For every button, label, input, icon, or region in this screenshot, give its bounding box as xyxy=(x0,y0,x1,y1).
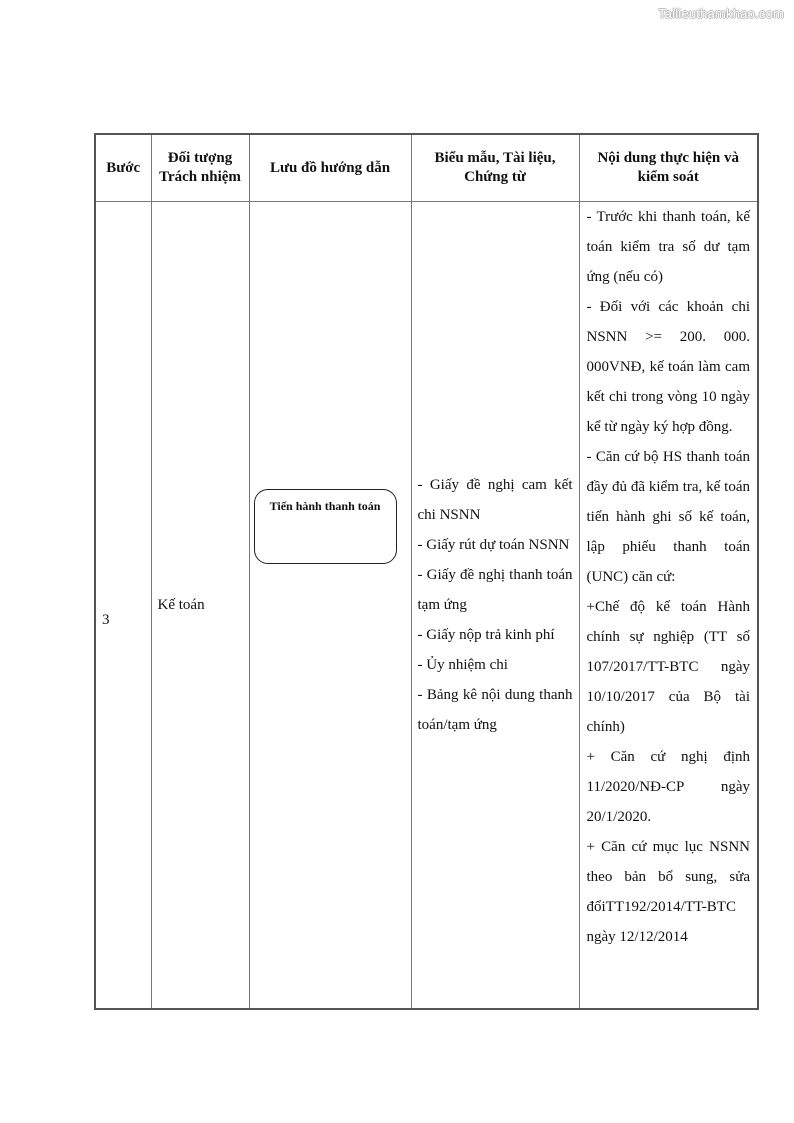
forms-item: - Ủy nhiệm chi xyxy=(417,657,508,673)
forms-item: - Giấy nộp trả kinh phí xyxy=(417,627,555,643)
content-paragraph: + Căn cứ mục lục NSNN theo bản bổ sung, sửa đổiTT192/2014/TT-BTC ngày 12/12/2014 xyxy=(586,839,750,945)
procedure-table xyxy=(94,133,759,1010)
flowchart-box: Tiến hành thanh toán xyxy=(254,489,397,564)
forms-item: - Giấy rút dự toán NSNN xyxy=(417,537,570,553)
content-paragraph: - Đối với các khoản chi NSNN >= 200. 000. 000VNĐ, kế toán làm cam kết chi trong vòng 10 ngày kể từ ngày ký hợp đồng. xyxy=(586,299,750,435)
content-paragraph: - Trước khi thanh toán, kế toán kiểm tra số dư tạm ứng (nếu có) xyxy=(586,209,750,285)
content-paragraph: - Căn cứ bộ HS thanh toán đầy đủ đã kiểm tra, kế toán tiến hành ghi số kế toán, lập phiếu thanh toán (UNC) căn cứ: xyxy=(586,449,750,585)
step-number: 3 xyxy=(102,611,110,628)
flow-cell xyxy=(249,202,411,1010)
header-content: Nội dung thực hiện và kiểm soát xyxy=(579,134,758,202)
table-row xyxy=(95,202,758,1010)
forms-cell xyxy=(411,202,579,1010)
header-step: Bước xyxy=(95,134,151,202)
watermark: Tailieuthamkhao.com xyxy=(658,6,784,21)
step-cell xyxy=(95,202,151,1010)
header-flow: Lưu đồ hướng dẫn xyxy=(249,134,411,202)
owner-cell: Kế toán xyxy=(151,202,249,1010)
forms-item: - Giấy đề nghị cam kết chi NSNN xyxy=(417,477,573,523)
header-forms: Biểu mẫu, Tài liệu, Chứng từ xyxy=(411,134,579,202)
header-owner: Đối tượng Trách nhiệm xyxy=(151,134,249,202)
forms-item: - Bảng kê nội dung thanh toán/tạm ứng xyxy=(417,687,573,733)
header-row xyxy=(95,134,758,202)
forms-item: - Giấy đề nghị thanh toán tạm ứng xyxy=(417,567,573,613)
content-paragraph: + Căn cứ nghị định 11/2020/NĐ-CP ngày 20/1/2020. xyxy=(586,749,750,825)
content-cell xyxy=(579,202,758,1010)
content-paragraph: +Chế độ kế toán Hành chính sự nghiệp (TT số 107/2017/TT-BTC ngày 10/10/2017 của Bộ tài chính) xyxy=(586,599,750,735)
